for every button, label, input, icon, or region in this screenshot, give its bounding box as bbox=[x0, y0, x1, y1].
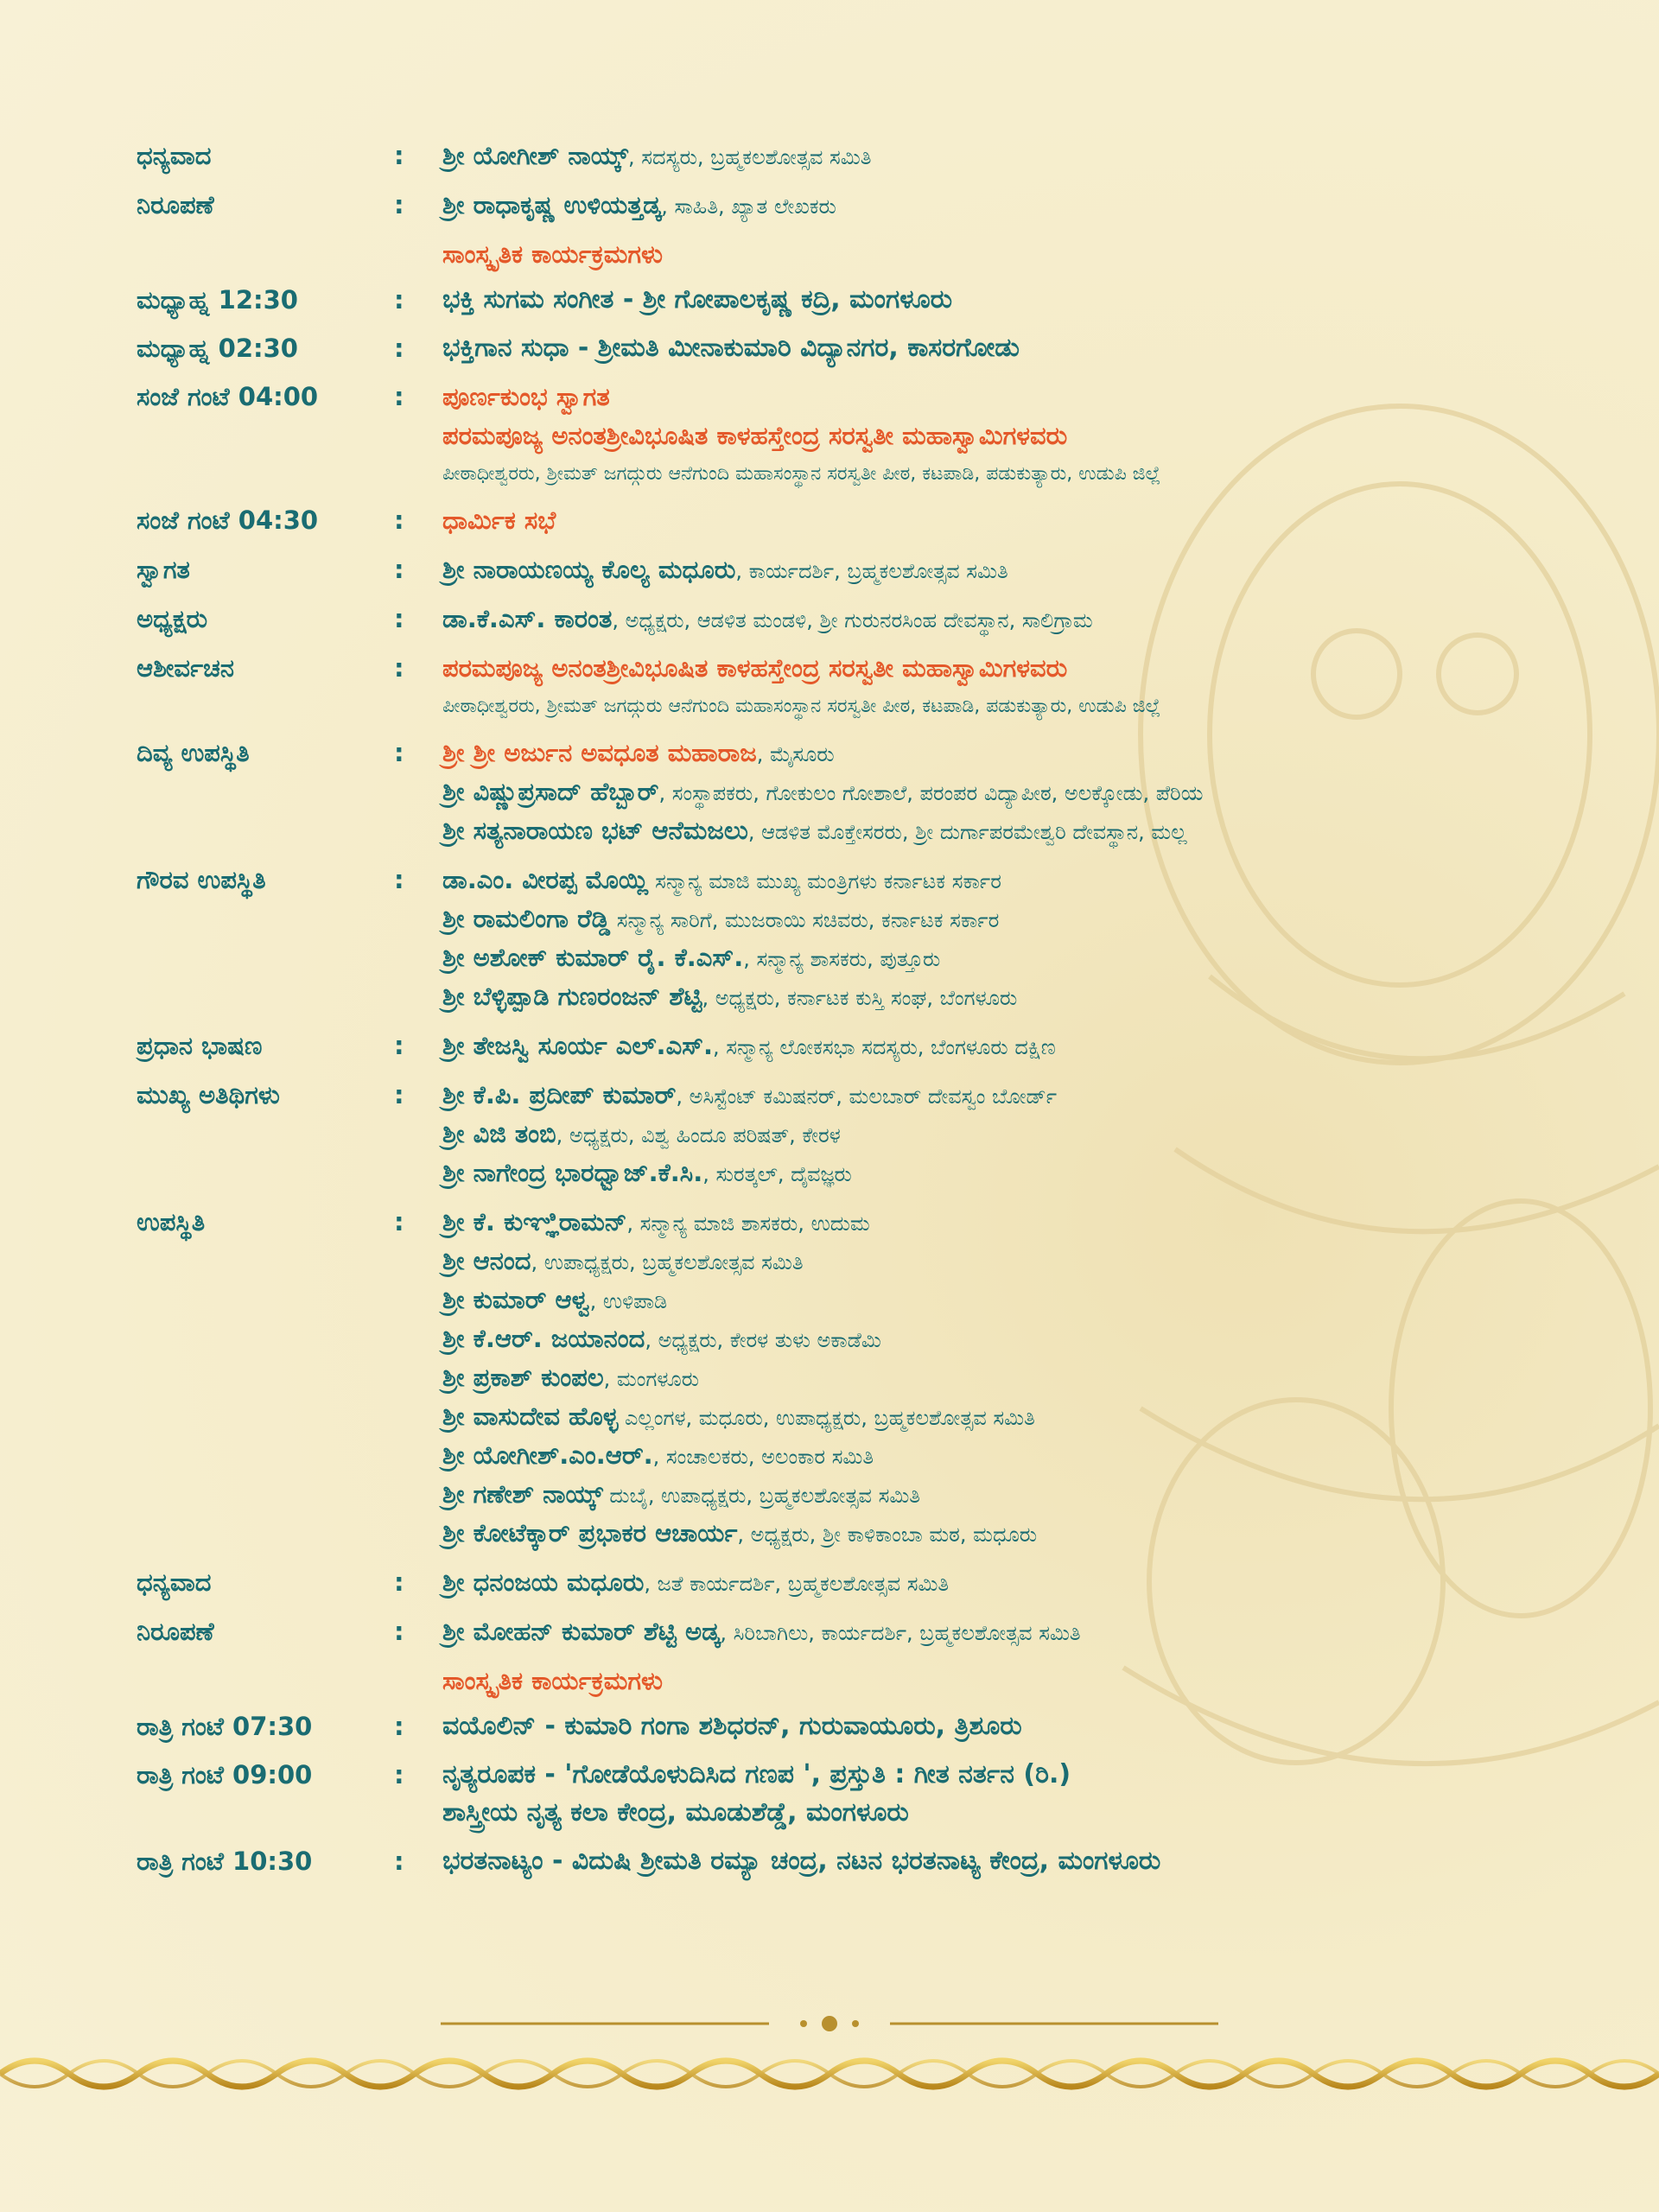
schedule-row-divine-presence bbox=[137, 735, 1623, 852]
row-name: ಶ್ರೀ ಅಶೋಕ್ ಕುಮಾರ್ ರೈ. ಕೆ.ಎಸ್. bbox=[442, 943, 744, 972]
row-detail: , ಕಾರ್ಯದರ್ಶಿ, ಬ್ರಹ್ಮಕಲಶೋತ್ಸವ ಸಮಿತಿ bbox=[735, 559, 1008, 583]
row-event-detail: ಶಾಸ್ತ್ರೀಯ ನೃತ್ಯ ಕಲಾ ಕೇಂದ್ರ, ಮೂಡುಶೆಡ್ಡೆ, ಮಂಗಳೂರು bbox=[442, 1797, 909, 1827]
row-name: ಶ್ರೀ ಗಣೇಶ್ ನಾಯ್ಕ್ bbox=[442, 1479, 603, 1509]
schedule-row-chief-guests bbox=[137, 1077, 1623, 1194]
schedule-row-compere-2 bbox=[137, 1614, 1623, 1653]
row-name: ಶ್ರೀ ಮೋಹನ್ ಕುಮಾರ್ ಶೆಟ್ಟಿ ಅಡ್ಕ bbox=[442, 1617, 721, 1646]
row-name: ಶ್ರೀ ಬೆಳ್ಳಿಪ್ಪಾಡಿ ಗುಣರಂಜನ್ ಶೆಟ್ಟಿ bbox=[442, 982, 702, 1011]
row-name: ಶ್ರೀ ರಾಮಲಿಂಗಾ ರೆಡ್ಡಿ bbox=[442, 904, 611, 933]
row-name: ಶ್ರೀ ನಾರಾಯಣಯ್ಯ ಕೊಲ್ಯ ಮಧೂರು bbox=[442, 555, 736, 584]
row-name: ಡಾ.ಎಂ. ವೀರಪ್ಪ ಮೊಯ್ಲಿ bbox=[442, 865, 649, 894]
gold-wave-border bbox=[0, 2039, 1659, 2100]
row-name: ಶ್ರೀ ಆನಂದ bbox=[442, 1246, 531, 1275]
schedule-row-honourable-presence bbox=[137, 862, 1623, 1018]
row-label: ಅಧ್ಯಕ್ಷರು bbox=[137, 604, 208, 633]
schedule-row-vote-of-thanks bbox=[137, 138, 1623, 177]
row-event: ಭರತನಾಟ್ಯಂ - ವಿದುಷಿ ಶ್ರೀಮತಿ ರಮ್ಯಾ ಚಂದ್ರ, ನಟನ ಭರತನಾಟ್ಯ ಕೇಂದ್ರ, ಮಂಗಳೂರು bbox=[442, 1846, 1161, 1876]
row-name: ಶ್ರೀ ಯೋಗೀಶ್.ಎಂ.ಆರ್. bbox=[442, 1440, 653, 1470]
row-name: ಶ್ರೀ ವಿಷ್ಣುಪ್ರಸಾದ್ ಹೆಬ್ಬಾರ್ bbox=[442, 777, 659, 806]
row-colon: : bbox=[394, 1760, 404, 1789]
row-detail: , ಅಧ್ಯಕ್ಷರು, ಆಡಳಿತ ಮಂಡಳಿ, ಶ್ರೀ ಗುರುನರಸಿಂಹ ದೇವಸ್ಥಾನ, ಸಾಲಿಗ್ರಾಮ bbox=[612, 608, 1093, 632]
row-colon: : bbox=[394, 505, 404, 535]
schedule-row-0400 bbox=[137, 379, 1623, 493]
schedule-row-0900 bbox=[137, 1758, 1623, 1834]
row-detail: , ಸಂಚಾಲಕರು, ಅಲಂಕಾರ ಸಮಿತಿ bbox=[652, 1445, 874, 1469]
row-colon: : bbox=[394, 334, 404, 363]
row-detail: , ಉಳಿಪಾಡಿ bbox=[589, 1289, 668, 1313]
row-name: ಶ್ರೀ ಧನಂಜಯ ಮಧೂರು bbox=[442, 1567, 645, 1597]
row-label: ಸಂಜೆ ಗಂಟೆ 04:30 bbox=[137, 505, 319, 535]
row-label: ರಾತ್ರಿ ಗಂಟೆ 09:00 bbox=[137, 1760, 313, 1789]
row-detail: , ಅಸಿಸ್ಟೆಂಟ್ ಕಮಿಷನರ್, ಮಲಬಾರ್ ದೇವಸ್ವಂ ಬೋರ್ಡ್ bbox=[676, 1084, 1058, 1109]
row-name: ಡಾ.ಕೆ.ಎಸ್. ಕಾರಂತ bbox=[442, 604, 613, 633]
row-name: ಶ್ರೀ ವಾಸುದೇವ ಹೊಳ್ಳ bbox=[442, 1402, 619, 1431]
schedule-row-0730 bbox=[137, 1709, 1623, 1747]
section-heading: ಸಾಂಸ್ಕೃತಿಕ ಕಾರ್ಯಕ್ರಮಗಳು bbox=[442, 1666, 663, 1695]
row-name: ಶ್ರೀ ಪ್ರಕಾಶ್ ಕುಂಪಲ bbox=[442, 1363, 604, 1392]
row-name: ಶ್ರೀ ಸತ್ಯನಾರಾಯಣ ಭಟ್ ಆನೆಮಜಲು bbox=[442, 816, 748, 845]
row-name: ಶ್ರೀ ಯೋಗೀಶ್ ನಾಯ್ಕ್ bbox=[442, 141, 628, 170]
row-colon: : bbox=[394, 1207, 404, 1236]
row-name: ಶ್ರೀ ಕುಮಾರ್ ಆಳ್ವ bbox=[442, 1285, 590, 1314]
schedule-row-1230 bbox=[137, 283, 1623, 321]
row-colon: : bbox=[394, 1617, 404, 1646]
row-label: ಧನ್ಯವಾದ bbox=[137, 141, 212, 170]
row-label: ನಿರೂಪಣೆ bbox=[137, 190, 214, 219]
row-detail: , ಸುರತ್ಕಲ್, ದೈವಜ್ಞರು bbox=[702, 1162, 852, 1186]
row-detail: , ಮಂಗಳೂರು bbox=[603, 1367, 700, 1391]
row-label: ನಿರೂಪಣೆ bbox=[137, 1617, 214, 1646]
row-colon: : bbox=[394, 1712, 404, 1741]
row-detail: , ಅಧ್ಯಕ್ಷರು, ವಿಶ್ವ ಹಿಂದೂ ಪರಿಷತ್, ಕೇರಳ bbox=[556, 1123, 841, 1147]
row-name: ಶ್ರೀ ಕೆ.ಪಿ. ಪ್ರದೀಪ್ ಕುಮಾರ್ bbox=[442, 1080, 677, 1109]
row-detail: , ಆಡಳಿತ ಮೊಕ್ತೇಸರರು, ಶ್ರೀ ದುರ್ಗಾಪರಮೇಶ್ವರಿ ದೇವಸ್ಥಾನ, ಮಲ್ಲ bbox=[747, 820, 1187, 844]
row-detail: , ಅಧ್ಯಕ್ಷರು, ಕರ್ನಾಟಕ ಕುಸ್ತಿ ಸಂಘ, ಬೆಂಗಳೂರು bbox=[702, 986, 1018, 1010]
row-detail: , ಉಪಾಧ್ಯಕ್ಷರು, ಬ್ರಹ್ಮಕಲಶೋತ್ಸವ ಸಮಿತಿ bbox=[531, 1250, 804, 1274]
row-detail: , ಸಂಸ್ಥಾಪಕರು, ಗೋಕುಲಂ ಗೋಶಾಲೆ, ಪರಂಪರ ವಿದ್ಯಾಪೀಠ, ಅಲಕ್ಕೋಡು, ಪೆರಿಯ bbox=[658, 781, 1204, 805]
row-name: ಶ್ರೀ ಕೆ.ಆರ್. ಜಯಾನಂದ bbox=[442, 1324, 645, 1353]
row-name: ಶ್ರೀ ನಾಗೇಂದ್ರ ಭಾರಧ್ವಾಜ್.ಕೆ.ಸಿ. bbox=[442, 1158, 703, 1187]
row-detail: ಎಲ್ಲಂಗಳ, ಮಧೂರು, ಉಪಾಧ್ಯಕ್ಷರು, ಬ್ರಹ್ಮಕಲಶೋತ್ಸವ ಸಮಿತಿ bbox=[618, 1406, 1035, 1430]
row-detail: , ಅಧ್ಯಕ್ಷರು, ಶ್ರೀ ಕಾಳಿಕಾಂಬಾ ಮಠ, ಮಧೂರು bbox=[737, 1522, 1038, 1547]
schedule-row-1030 bbox=[137, 1844, 1623, 1882]
schedule-row-0430 bbox=[137, 503, 1623, 542]
row-detail: , ಸಾಹಿತಿ, ಖ್ಯಾತ ಲೇಖಕರು bbox=[661, 194, 836, 219]
row-detail: , ಮೈಸೂರು bbox=[756, 742, 835, 766]
schedule-row-compere bbox=[137, 188, 1623, 226]
row-colon: : bbox=[394, 285, 404, 315]
row-detail: , ಜತೆ ಕಾರ್ಯದರ್ಶಿ, ಬ್ರಹ್ಮಕಲಶೋತ್ಸವ ಸಮಿತಿ bbox=[644, 1572, 950, 1596]
row-name: ಶ್ರೀ ಶ್ರೀ ಅರ್ಜುನ ಅವಧೂತ ಮಹಾರಾಜ bbox=[442, 738, 757, 767]
row-detail: ಪೀಠಾಧೀಶ್ವರರು, ಶ್ರೀಮತ್ ಜಗದ್ಗುರು ಆನೆಗುಂದಿ ಮಹಾಸಂಸ್ಥಾನ ಸರಸ್ವತೀ ಪೀಠ, ಕಟಪಾಡಿ, ಪಡುಕುತ್ಯಾರು, ಉಡುಪಿ ಜಿಲ್ಲೆ bbox=[442, 463, 1161, 485]
row-colon: : bbox=[394, 604, 404, 633]
row-name: ಶ್ರೀ ಕೋಟೆಕ್ಕಾರ್ ಪ್ರಭಾಕರ ಆಚಾರ್ಯ bbox=[442, 1518, 738, 1548]
section-heading-cultural bbox=[137, 237, 1623, 276]
row-detail: ಸನ್ಮಾನ್ಯ ಮಾಜಿ ಮುಖ್ಯ ಮಂತ್ರಿಗಳು ಕರ್ನಾಟಕ ಸರ್ಕಾರ bbox=[648, 869, 1001, 893]
program-schedule bbox=[137, 138, 1623, 1892]
section-heading: ಸಾಂಸ್ಕೃತಿಕ ಕಾರ್ಯಕ್ರಮಗಳು bbox=[442, 239, 663, 269]
row-event: ಭಕ್ತಿಗಾನ ಸುಧಾ - ಶ್ರೀಮತಿ ಮೀನಾಕುಮಾರಿ ವಿದ್ಯಾನಗರ, ಕಾಸರಗೋಡು bbox=[442, 333, 1020, 363]
row-label: ಉಪಸ್ಥಿತಿ bbox=[137, 1207, 206, 1236]
schedule-row-0230 bbox=[137, 331, 1623, 369]
row-label: ಗೌರವ ಉಪಸ್ಥಿತಿ bbox=[137, 865, 266, 894]
row-detail: , ಸನ್ಮಾನ್ಯ ಲೋಕಸಭಾ ಸದಸ್ಯರು, ಬೆಂಗಳೂರು ದಕ್ಷಿಣ bbox=[713, 1035, 1056, 1059]
row-colon: : bbox=[394, 1080, 404, 1109]
row-detail: ದುಬೈ, ಉಪಾಧ್ಯಕ್ಷರು, ಬ್ರಹ್ಮಕಲಶೋತ್ಸವ ಸಮಿತಿ bbox=[602, 1484, 920, 1508]
row-detail: ಪೀಠಾಧೀಶ್ವರರು, ಶ್ರೀಮತ್ ಜಗದ್ಗುರು ಆನೆಗುಂದಿ ಮಹಾಸಂಸ್ಥಾನ ಸರಸ್ವತೀ ಪೀಠ, ಕಟಪಾಡಿ, ಪಡುಕುತ್ಯಾರು, ಉಡುಪಿ ಜಿಲ್ಲೆ bbox=[442, 696, 1161, 717]
row-detail: ಸನ್ಮಾನ್ಯ ಸಾರಿಗೆ, ಮುಜರಾಯಿ ಸಚಿವರು, ಕರ್ನಾಟಕ ಸರ್ಕಾರ bbox=[610, 908, 1000, 932]
row-name: ಶ್ರೀ ರಾಧಾಕೃಷ್ಣ ಉಳಿಯತ್ತಡ್ಕ bbox=[442, 190, 662, 219]
row-detail: , ಸನ್ಮಾನ್ಯ ಮಾಜಿ ಶಾಸಕರು, ಉದುಮ bbox=[626, 1211, 870, 1236]
schedule-row-welcome bbox=[137, 552, 1623, 591]
schedule-row-president bbox=[137, 601, 1623, 640]
row-colon: : bbox=[394, 1031, 404, 1060]
row-label: ಮಧ್ಯಾಹ್ನ 12:30 bbox=[137, 285, 298, 315]
row-label: ಮುಖ್ಯ ಅತಿಥಿಗಳು bbox=[137, 1080, 280, 1109]
row-colon: : bbox=[394, 865, 404, 894]
row-colon: : bbox=[394, 190, 404, 219]
row-colon: : bbox=[394, 382, 404, 411]
row-colon: : bbox=[394, 141, 404, 170]
row-name: ಶ್ರೀ ತೇಜಸ್ವಿ ಸೂರ್ಯ ಎಲ್.ಎಸ್. bbox=[442, 1031, 714, 1060]
row-label: ದಿವ್ಯ ಉಪಸ್ಥಿತಿ bbox=[137, 738, 250, 767]
row-colon: : bbox=[394, 555, 404, 584]
ornamental-divider bbox=[441, 2013, 1218, 2034]
schedule-row-vote-of-thanks-2 bbox=[137, 1565, 1623, 1604]
schedule-row-blessing bbox=[137, 651, 1623, 725]
row-label: ಪ್ರಧಾನ ಭಾಷಣ bbox=[137, 1031, 263, 1060]
row-guest: ಪರಮಪೂಜ್ಯ ಅನಂತಶ್ರೀವಿಭೂಷಿತ ಕಾಳಹಸ್ತೇಂದ್ರ ಸರಸ್ವತೀ ಮಹಾಸ್ವಾಮಿಗಳವರು bbox=[442, 653, 1068, 683]
row-colon: : bbox=[394, 1847, 404, 1876]
row-name: ಶ್ರೀ ಕೆ. ಕುಞ್ಞಿರಾಮನ್ bbox=[442, 1207, 627, 1236]
row-label: ಸ್ವಾಗತ bbox=[137, 555, 190, 584]
row-event: ನೃತ್ಯರೂಪಕ - 'ಗೋಡೆಯೊಳುದಿಸಿದ ಗಣಪ ', ಪ್ರಸ್ತುತಿ : ಗೀತ ನರ್ತನ (ರಿ.) bbox=[442, 1759, 1071, 1789]
row-label: ಮಧ್ಯಾಹ್ನ 02:30 bbox=[137, 334, 298, 363]
row-detail: , ಸದಸ್ಯರು, ಬ್ರಹ್ಮಕಲಶೋತ್ಸವ ಸಮಿತಿ bbox=[627, 145, 872, 169]
row-label: ರಾತ್ರಿ ಗಂಟೆ 07:30 bbox=[137, 1712, 313, 1741]
row-colon: : bbox=[394, 653, 404, 683]
section-heading-cultural-2 bbox=[137, 1663, 1623, 1702]
row-event: ಧಾರ್ಮಿಕ ಸಭೆ bbox=[442, 505, 556, 535]
row-colon: : bbox=[394, 738, 404, 767]
row-detail: , ಅಧ್ಯಕ್ಷರು, ಕೇರಳ ತುಳು ಅಕಾಡೆಮಿ bbox=[645, 1328, 881, 1352]
row-label: ಧನ್ಯವಾದ bbox=[137, 1567, 212, 1597]
row-event: ವಯೊಲಿನ್ - ಕುಮಾರಿ ಗಂಗಾ ಶಶಿಧರನ್, ಗುರುವಾಯೂರು, ತ್ರಿಶೂರು bbox=[442, 1711, 1022, 1741]
row-guest: ಪರಮಪೂಜ್ಯ ಅನಂತಶ್ರೀವಿಭೂಷಿತ ಕಾಳಹಸ್ತೇಂದ್ರ ಸರಸ್ವತೀ ಮಹಾಸ್ವಾಮಿಗಳವರು bbox=[442, 421, 1068, 450]
row-event: ಪೂರ್ಣಕುಂಭ ಸ್ವಾಗತ bbox=[442, 382, 610, 411]
row-label: ಸಂಜೆ ಗಂಟೆ 04:00 bbox=[137, 382, 319, 411]
schedule-row-presence bbox=[137, 1205, 1623, 1554]
row-detail: , ಸಿರಿಬಾಗಿಲು, ಕಾರ್ಯದರ್ಶಿ, ಬ್ರಹ್ಮಕಲಶೋತ್ಸವ ಸಮಿತಿ bbox=[720, 1621, 1081, 1645]
schedule-row-keynote bbox=[137, 1028, 1623, 1067]
row-colon: : bbox=[394, 1567, 404, 1597]
row-label: ಆಶೀರ್ವಚನ bbox=[137, 653, 234, 683]
row-name: ಶ್ರೀ ವಿಜಿ ತಂಬಿ bbox=[442, 1119, 556, 1148]
row-label: ರಾತ್ರಿ ಗಂಟೆ 10:30 bbox=[137, 1847, 313, 1876]
row-event: ಭಕ್ತಿ ಸುಗಮ ಸಂಗೀತ - ಶ್ರೀ ಗೋಪಾಲಕೃಷ್ಣ ಕದ್ರಿ, ಮಂಗಳೂರು bbox=[442, 284, 953, 315]
row-detail: , ಸನ್ಮಾನ್ಯ ಶಾಸಕರು, ಪುತ್ತೂರು bbox=[743, 947, 941, 971]
